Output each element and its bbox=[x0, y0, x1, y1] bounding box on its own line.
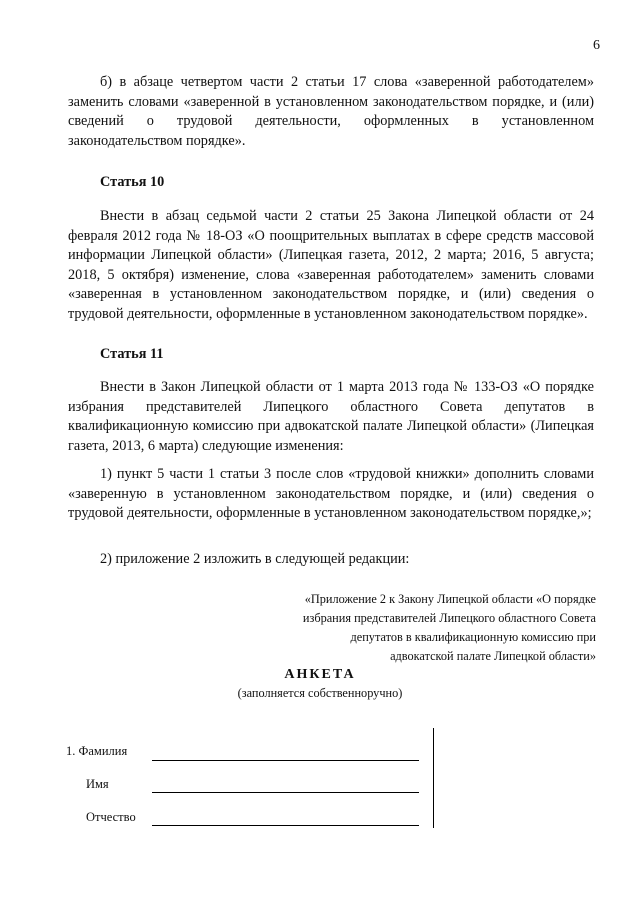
form-subtitle: (заполняется собственноручно) bbox=[237, 686, 403, 700]
first-name-label: Имя bbox=[86, 777, 109, 791]
paragraph-b: б) в абзаце четвертом части 2 статьи 17 слова «заверенной работодателем» заменить словами «заверенной в установленном законодательством порядке, и (или) сведений о трудовой деятельности, оформленных в установленном законодательством порядке». bbox=[68, 74, 594, 149]
appendix-line-2: избрания представителей Липецкого областного Совета bbox=[302, 611, 596, 625]
article-11-item-1: 1) пункт 5 части 1 статьи 3 после слов «трудовой книжки» дополнить словами «заверенную в установленном законодательством порядке, и (или) сведения о трудовой деятельности, оформленные в установленном законодательством порядке,»; bbox=[68, 466, 594, 521]
appendix-line-1: «Приложение 2 к Закону Липецкой области «О порядке bbox=[304, 592, 596, 606]
surname-label: 1. Фамилия bbox=[66, 744, 128, 758]
first-name-field-line[interactable] bbox=[152, 792, 419, 793]
photo-area-divider bbox=[433, 728, 434, 828]
article-11-item-2: 2) приложение 2 изложить в следующей редакции: bbox=[100, 551, 410, 567]
article-10-text: Внести в абзац седьмой части 2 статьи 25 Закона Липецкой области от 24 февраля 2012 года № 18-ОЗ «О поощрительных выплатах в сфере средств массовой информации Липецкой области» (Липецкая газета, 2012, 2 марта; 2016, 5 августа; 2018, 5 октября) изменение, слова «заверенная работодателем» заменить словами «заверенная в установленном законодательством порядке, и (или) сведения о трудовой деятельности, оформленные в установленном законодательством порядке». bbox=[68, 208, 594, 322]
patronymic-field-line[interactable] bbox=[152, 825, 419, 826]
patronymic-label: Отчество bbox=[86, 810, 136, 824]
surname-field-line[interactable] bbox=[152, 760, 419, 761]
form-title: АНКЕТА bbox=[284, 667, 356, 682]
appendix-line-3: депутатов в квалификационную комиссию при bbox=[350, 630, 596, 644]
appendix-line-4: адвокатской палате Липецкой области» bbox=[390, 649, 596, 663]
article-11-heading: Статья 11 bbox=[100, 346, 164, 362]
page-number: 6 bbox=[593, 38, 600, 53]
article-10-heading: Статья 10 bbox=[100, 174, 165, 190]
article-11-intro: Внести в Закон Липецкой области от 1 марта 2013 года № 133-ОЗ «О порядке избрания представителей Липецкого областного Совета депутатов в квалификационную комиссию при адвокатской палате Липецкой области» (Липецкая газета, 2013, 6 марта) следующие изменения: bbox=[68, 379, 594, 454]
appendix-header bbox=[240, 590, 596, 666]
